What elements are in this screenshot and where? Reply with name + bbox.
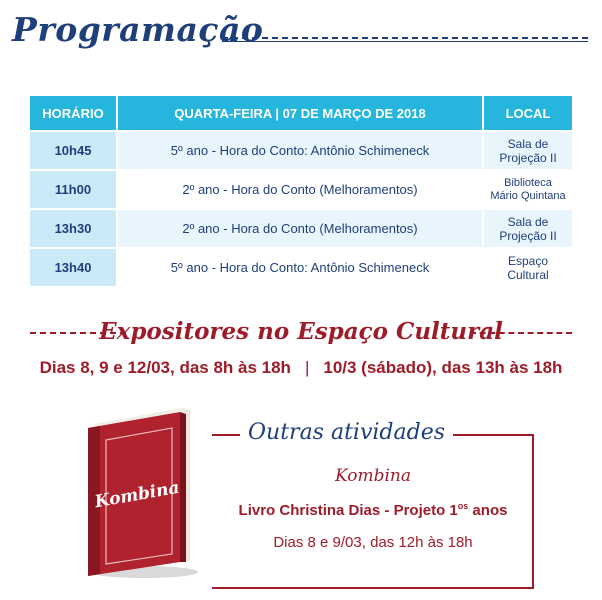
local-line: Projeção II: [499, 150, 557, 165]
event-cell: 2º ano - Hora do Conto (Melhoramentos): [118, 171, 484, 208]
column-header-local: LOCAL: [505, 105, 551, 121]
table-row: [30, 210, 572, 249]
local-line: Espaço: [507, 253, 548, 268]
activities-subtitle-sup: os: [457, 501, 469, 511]
local-line: Biblioteca: [504, 176, 552, 189]
activities-subtitle-main: Livro Christina Dias - Projeto 1: [238, 502, 458, 519]
table-row: [30, 132, 572, 171]
book-cover-text: Kombina: [93, 477, 181, 513]
activities-dates: Dias 8 e 9/03, das 12h às 18h: [273, 534, 473, 551]
event-cell: 5º ano - Hora do Conto: Antônio Schimeneck: [118, 132, 484, 169]
local-line: Sala de: [507, 214, 549, 229]
time-cell: 13h40: [30, 249, 118, 286]
exhibitors-title: Expositores no Espaço Cultural: [99, 318, 503, 345]
event-cell: 2º ano - Hora do Conto (Melhoramentos): [118, 210, 484, 247]
column-header-time: HORÁRIO: [30, 96, 118, 130]
local-cell: [484, 171, 572, 208]
time-cell: 13h30: [30, 210, 118, 247]
local-cell: [484, 210, 572, 247]
local-cell: [484, 132, 572, 169]
table-row: [30, 249, 572, 288]
title-divider: [222, 37, 588, 39]
time-cell: 10h45: [30, 132, 118, 169]
activities-title: Outras atividades: [240, 420, 453, 445]
activities-subtitle-end: anos: [468, 502, 508, 519]
exhibitors-dates-right: 10/3 (sábado), das 13h às 18h: [323, 358, 563, 377]
table-row: [30, 171, 572, 210]
local-line: Sala de: [507, 136, 549, 151]
table-header-row: [30, 96, 572, 132]
local-line: Mário Quintana: [490, 189, 566, 202]
page-title: Programação: [12, 10, 264, 49]
local-cell: [484, 249, 572, 286]
column-header-day: QUARTA-FEIRA | 07 DE MARÇO DE 2018: [118, 96, 484, 130]
book-icon: [82, 400, 202, 580]
activities-brand: Kombina: [334, 466, 411, 486]
time-cell: 11h00: [30, 171, 118, 208]
local-line: Cultural: [507, 267, 549, 282]
activities-subtitle: [212, 501, 534, 519]
schedule-table: [30, 96, 572, 288]
exhibitors-dates-left: Dias 8, 9 e 12/03, das 8h às 18h: [39, 358, 291, 377]
exhibitors-dates: [0, 358, 602, 378]
dates-separator: |: [304, 358, 310, 377]
local-line: Projeção II: [499, 228, 557, 243]
event-cell: 5º ano - Hora do Conto: Antônio Schimeneck: [118, 249, 484, 286]
